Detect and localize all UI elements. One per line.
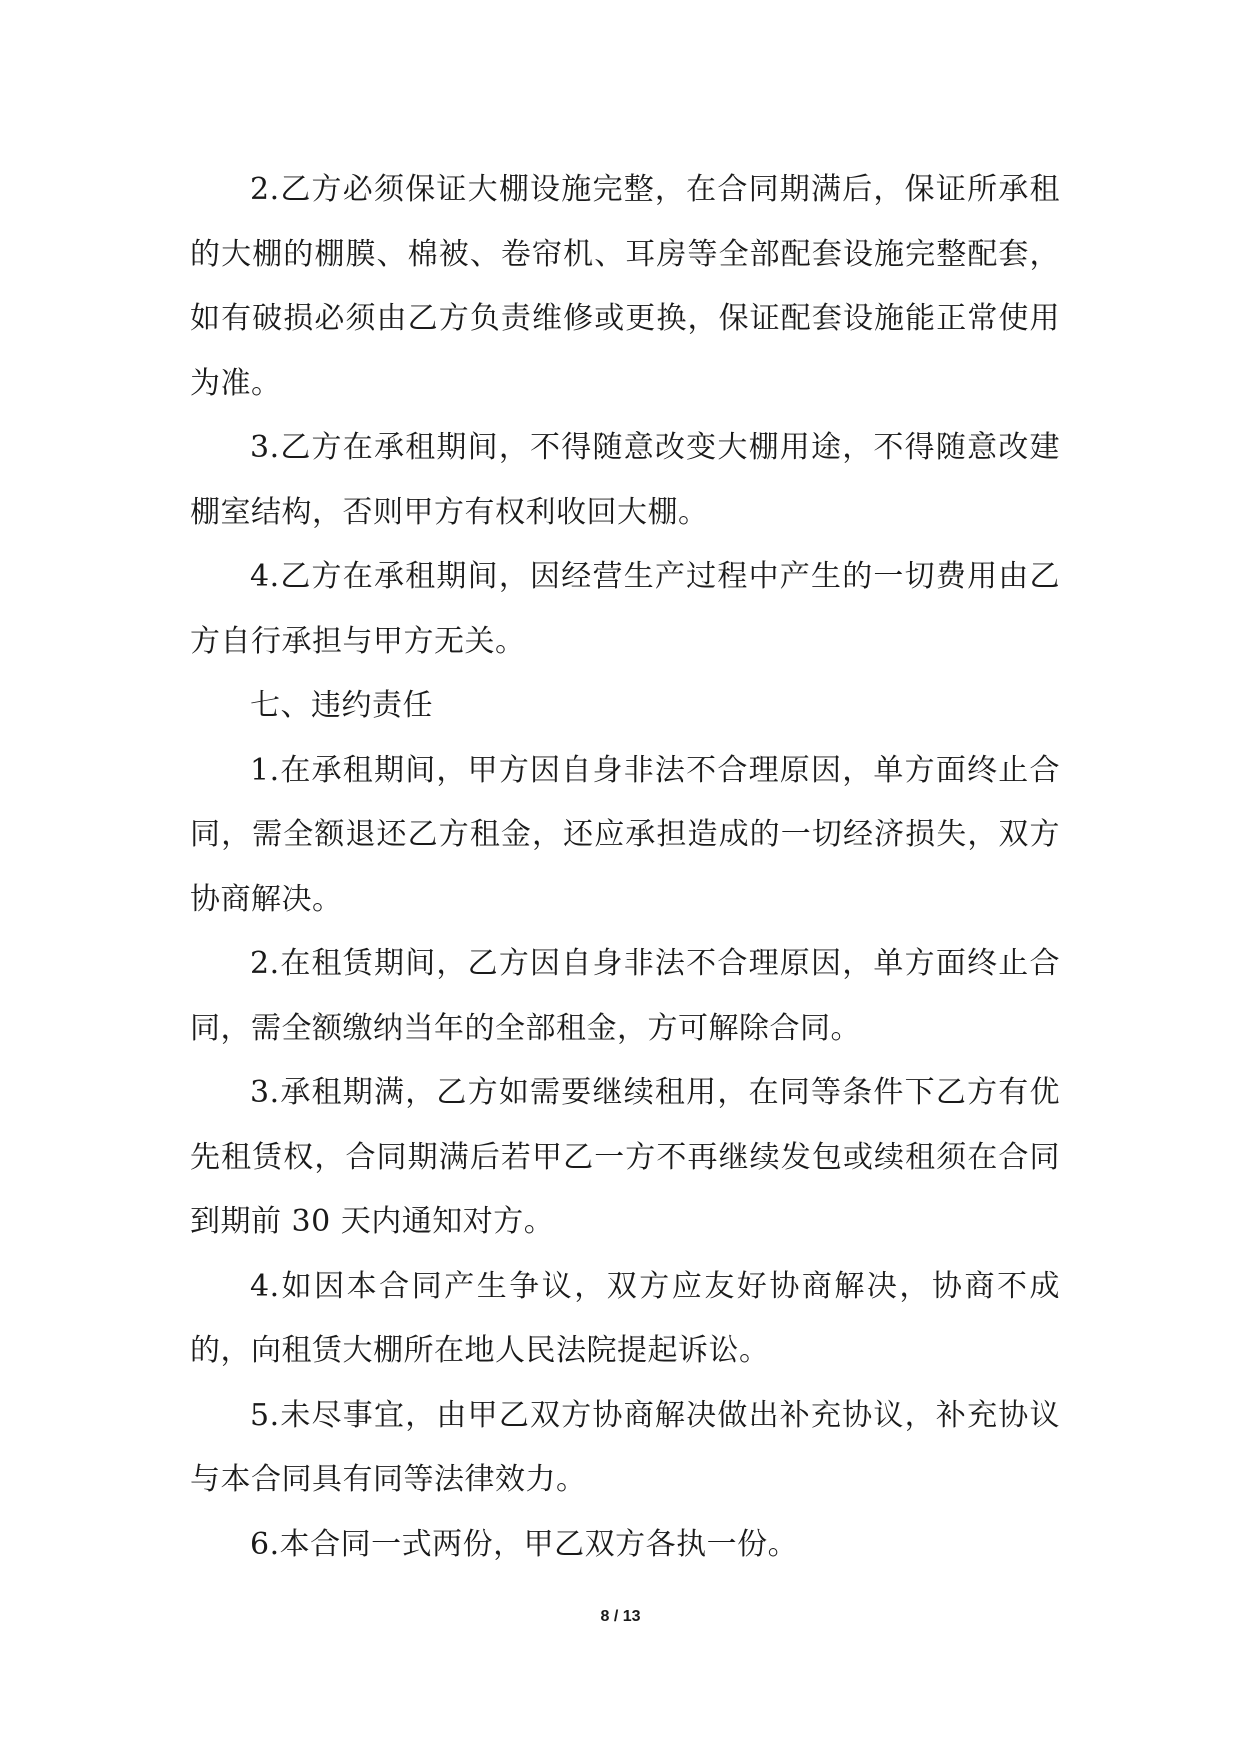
paragraph-clause-3-usage: 3.乙方在承租期间，不得随意改变大棚用途，不得随意改建棚室结构，否则甲方有权利收回大棚。: [190, 430, 1060, 530]
page-number: 8 / 13: [600, 1608, 641, 1625]
paragraph-clause-4-costs: 4.乙方在承租期间，因经营生产过程中产生的一切费用由乙方自行承担与甲方无关。: [190, 559, 1060, 659]
paragraph-breach-5: 5.未尽事宜，由甲乙双方协商解决做出补充协议，补充协议与本合同具有同等法律效力。: [190, 1397, 1060, 1497]
paragraph-breach-6: 6.本合同一式两份，甲乙双方各执一份。: [250, 1526, 799, 1562]
section-heading-breach-liability: 七、违约责任: [250, 688, 433, 723]
paragraph-breach-2: 2.在租赁期间，乙方因自身非法不合理原因，单方面终止合同，需全额缴纳当年的全部租金，方可解除合同。: [190, 946, 1060, 1046]
document-body: [190, 158, 1060, 1577]
paragraph-breach-1: 1.在承租期间，甲方因自身非法不合理原因，单方面终止合同，需全额退还乙方租金，还应承担造成的一切经济损失，双方协商解决。: [190, 752, 1060, 917]
paragraph-clause-2-facilities: 2.乙方必须保证大棚设施完整，在合同期满后，保证所承租的大棚的棚膜、棉被、卷帘机、耳房等全部配套设施完整配套，如有破损必须由乙方负责维修或更换，保证配套设施能正常使用为准。: [190, 172, 1060, 401]
paragraph-breach-4: 4.如因本合同产生争议，双方应友好协商解决，协商不成的，向租赁大棚所在地人民法院提起诉讼。: [190, 1268, 1060, 1368]
paragraph-breach-3: 3.承租期满，乙方如需要继续租用，在同等条件下乙方有优先租赁权，合同期满后若甲乙一方不再继续发包或续租须在合同到期前 30 天内通知对方。: [190, 1075, 1060, 1239]
